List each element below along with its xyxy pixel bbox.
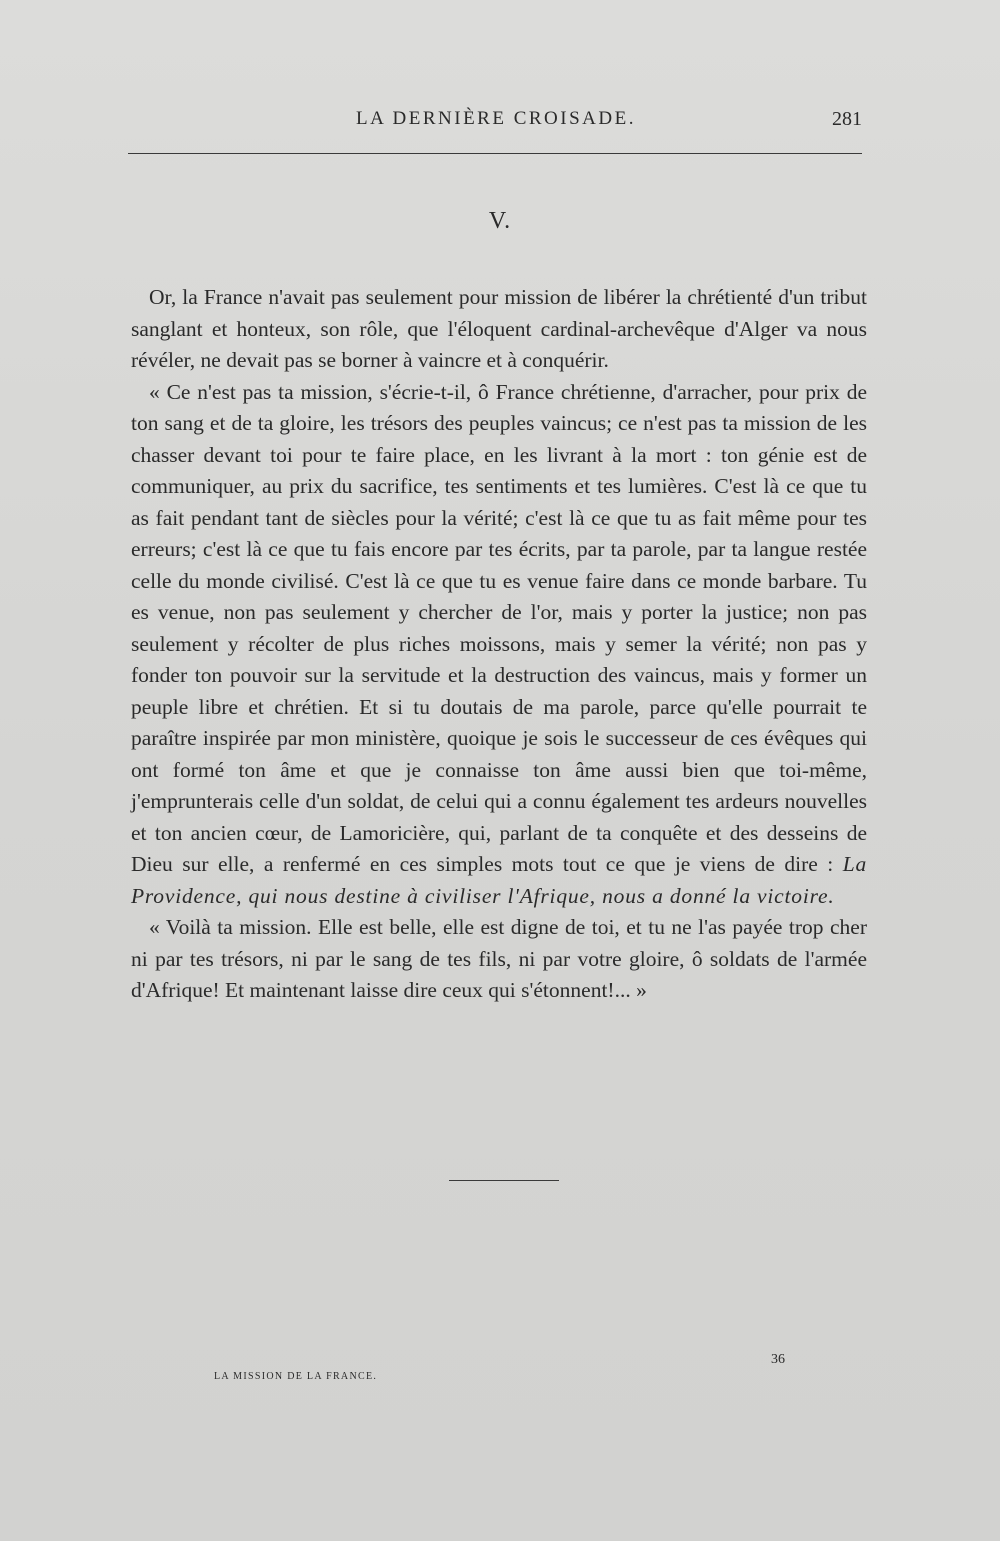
footer-label: LA MISSION DE LA FRANCE. bbox=[214, 1371, 378, 1382]
section-end-rule bbox=[449, 1180, 559, 1181]
running-title: LA DERNIÈRE CROISADE. bbox=[356, 108, 636, 129]
paragraph: « Voilà ta mission. Elle est belle, elle est digne de toi, et tu ne l'as payée trop cher ni par tes trésors, ni par le sang de tes fils, ni par votre gloire, ô soldats de l'armée d'Afrique! Et maintenant laisse dire ceux qui s'étonnent!... » bbox=[131, 915, 867, 1002]
body-text bbox=[131, 282, 867, 1007]
paragraph: Or, la France n'avait pas seulement pour mission de libérer la chrétienté d'un tribut sanglant et honteux, son rôle, que l'éloquent cardinal-archevêque d'Alger va nous révéler, ne devait pas se borner à vaincre et à conquérir. bbox=[131, 285, 867, 372]
section-number: V. bbox=[488, 208, 512, 234]
paragraph-text: « Ce n'est pas ta mission, s'écrie-t-il, ô France chrétienne, d'arracher, pour prix de ton sang et de ta gloire, les trésors des peuples vaincus; ce n'est pas ta mission de les chasser devant toi pour te faire place, en les livrant à la mort : ton génie est de communiquer, au prix du sacrifice, tes sentiments et tes lumières. C'est là ce que tu as fait pendant tant de siècles pour la vérité; c'est là ce que tu as fait même pour tes erreurs; c'est là ce que tu fais encore par tes écrits, par ta parole, par ta langue restée celle du monde civilisé. C'est là ce que tu es venue faire dans ce monde barbare. Tu es venue, non pas seulement y chercher de l'or, mais y porter la justice; non pas seulement y récolter de plus riches moissons, mais y semer la vérité; non pas y fonder ton pouvoir sur la servitude et la destruction des vaincus, mais y former un peuple libre et chrétien. Et si tu doutais de ma parole, parce qu'elle pourrait te paraître inspirée par mon ministère, quoique je sois le successeur de ces évêques qui ont formé ton âme et que je connaisse ton âme aussi bien que toi-même, j'emprunterais celle d'un soldat, de celui qui a connu également tes ardeurs nouvelles et ton ancien cœur, de Lamoricière, qui, parlant de ta conquête et des desseins de Dieu sur elle, a renfermé en ces simples mots tout ce que je viens de dire : bbox=[131, 379, 867, 876]
running-head bbox=[130, 106, 862, 136]
paragraph-quotation bbox=[131, 377, 867, 913]
header-rule bbox=[128, 153, 862, 154]
page-number: 281 bbox=[832, 108, 862, 130]
italic-quote: La Providence, qui nous destine à civiliser l'Afrique, nous a donné la victoire. bbox=[131, 852, 867, 908]
signature-mark: 36 bbox=[771, 1352, 785, 1367]
